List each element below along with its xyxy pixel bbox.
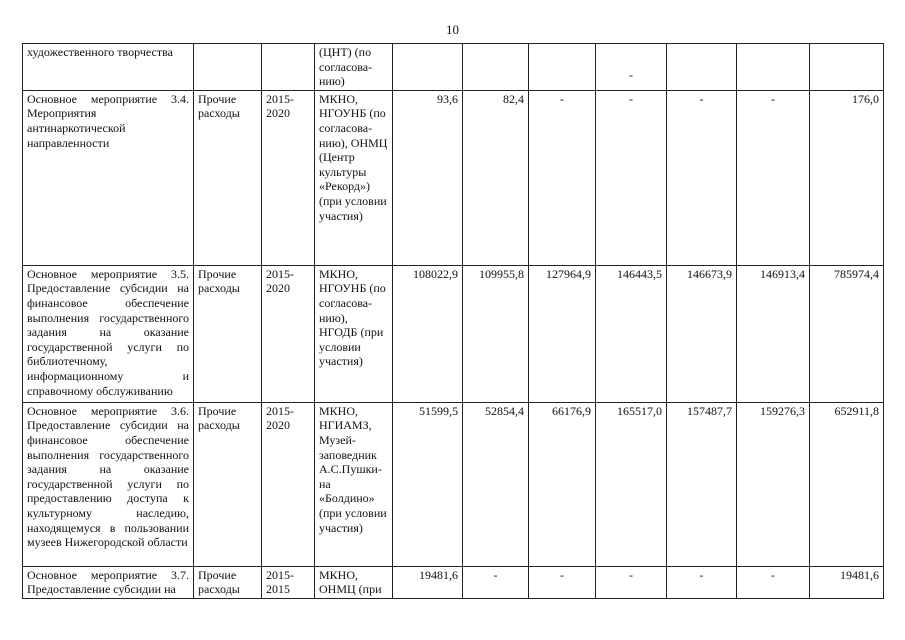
total-cell: 176,0	[810, 90, 884, 265]
table-row	[23, 402, 884, 566]
value-cell: 109955,8	[463, 265, 529, 402]
value-cell: -	[667, 566, 737, 598]
activity-name-cell: Основное мероприятие 3.5. Предоставление субсидии на финансовое обеспечение выполнения государственного задания на оказание государственной услуги по библиотечному, информационному и справочному обслуживанию	[23, 265, 194, 402]
organization-cell: (ЦНТ) (по согласова-нию)	[315, 44, 393, 91]
years-cell: 2015-2015	[262, 566, 315, 598]
value-cell: -	[737, 90, 810, 265]
table-row	[23, 265, 884, 402]
years-cell	[262, 44, 315, 91]
value-cell	[463, 44, 529, 91]
value-cell: 165517,0	[596, 402, 667, 566]
value-cell: -	[463, 566, 529, 598]
value-cell	[529, 44, 596, 91]
total-cell: 785974,4	[810, 265, 884, 402]
value-cell: 52854,4	[463, 402, 529, 566]
activity-name-cell: художественного творчества	[23, 44, 194, 91]
organization-cell: МКНО, НГОУНБ (по согласова-нию), НГОДБ (при условии участия)	[315, 265, 393, 402]
page-number: 10	[446, 22, 459, 37]
organization-cell: МКНО, НГИАМЗ, Музей-заповедник А.С.Пушки-на «Болдино» (при условии участия)	[315, 402, 393, 566]
activity-name-cell: Основное мероприятие 3.7. Предоставление субсидии на	[23, 566, 194, 598]
value-cell: 157487,7	[667, 402, 737, 566]
value-cell: -	[596, 44, 667, 91]
value-cell: -	[529, 566, 596, 598]
total-cell	[810, 44, 884, 91]
value-cell: -	[529, 90, 596, 265]
years-cell: 2015-2020	[262, 90, 315, 265]
organization-cell: МКНО, ОНМЦ (при	[315, 566, 393, 598]
activity-name-cell: Основное мероприятие 3.6. Предоставление субсидии на финансовое обеспечение выполнения государственного задания на оказание государственной услуги по предоставлению доступа к культурному наследию, находящемуся в пользовании музеев Нижегородской области	[23, 402, 194, 566]
expense-type-cell: Прочие расходы	[194, 90, 262, 265]
value-cell: 146673,9	[667, 265, 737, 402]
expense-type-cell: Прочие расходы	[194, 265, 262, 402]
value-cell: 127964,9	[529, 265, 596, 402]
value-cell	[737, 44, 810, 91]
value-cell	[393, 44, 463, 91]
value-cell: -	[667, 90, 737, 265]
value-cell: -	[596, 90, 667, 265]
expense-type-cell: Прочие расходы	[194, 402, 262, 566]
activity-name-cell: Основное мероприятие 3.4. Мероприятия антинаркотической направленности	[23, 90, 194, 265]
expense-type-cell: Прочие расходы	[194, 566, 262, 598]
value-cell: 146913,4	[737, 265, 810, 402]
value-cell: 66176,9	[529, 402, 596, 566]
table-row	[23, 90, 884, 265]
total-cell: 19481,6	[810, 566, 884, 598]
value-cell: 146443,5	[596, 265, 667, 402]
value-cell: 19481,6	[393, 566, 463, 598]
value-cell: 93,6	[393, 90, 463, 265]
years-cell: 2015-2020	[262, 402, 315, 566]
value-cell: 159276,3	[737, 402, 810, 566]
value-cell: 51599,5	[393, 402, 463, 566]
value-cell	[667, 44, 737, 91]
organization-cell: МКНО, НГОУНБ (по согласова-нию), ОНМЦ (Центр культуры «Рекорд») (при условии участия)	[315, 90, 393, 265]
value-cell: 108022,9	[393, 265, 463, 402]
table-row	[23, 44, 884, 91]
table-row	[23, 566, 884, 598]
total-cell: 652911,8	[810, 402, 884, 566]
value-cell: -	[596, 566, 667, 598]
years-cell: 2015-2020	[262, 265, 315, 402]
value-cell: -	[737, 566, 810, 598]
value-cell: 82,4	[463, 90, 529, 265]
budget-table	[22, 43, 884, 599]
expense-type-cell	[194, 44, 262, 91]
